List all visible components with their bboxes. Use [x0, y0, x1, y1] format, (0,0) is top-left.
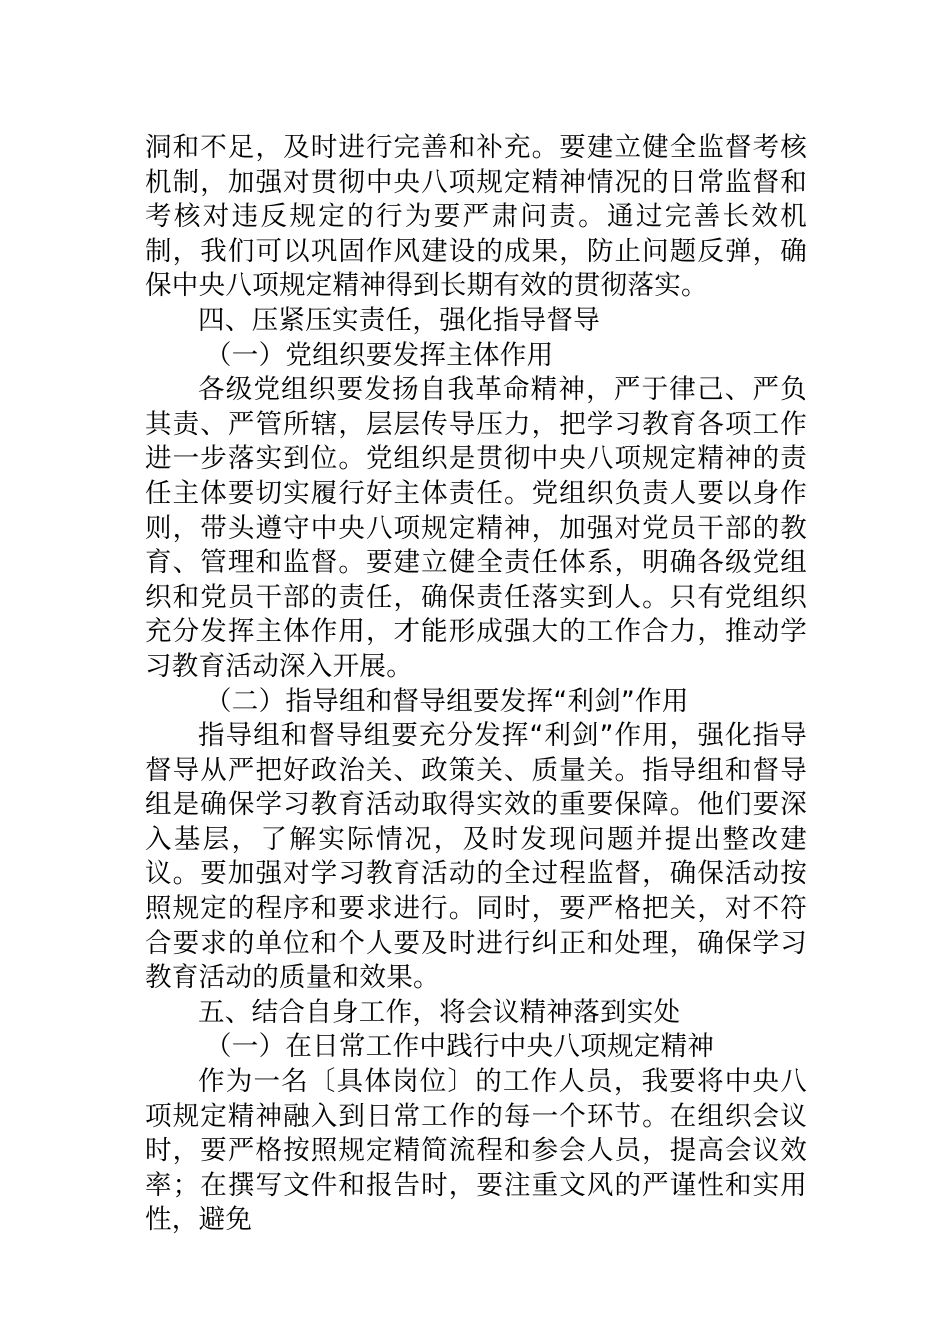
section-heading-five: 五、结合自身工作，将会议精神落到实处 — [198, 996, 681, 1028]
paragraph-guidance-groups: 指导组和督导组要充分发挥“利剑”作用，强化指导督导从严把好政治关、政策关、质量关。指导组和督导组是确保学习教育活动取得实效的重要保障。他们要深入基层，了解实际情况，及时发现问题并提出整改建议。要加强对学习教育活动的全过程监督，确保活动按照规定的程序和要求进行。同时，要严格把关，对不符合要求的单位和个人要及时进行纠正和处理，确保学习教育活动的质量和效果。 — [145, 720, 807, 994]
document-body — [145, 131, 807, 1238]
paragraph-daily-work: 作为一名〔具体岗位〕的工作人员，我要将中央八项规定精神融入到日常工作的每一个环节。在组织会议时，要严格按照规定精简流程和参会人员，提高会议效率；在撰写文件和报告时，要注重文风的严谨性和实用性，避免 — [145, 1066, 807, 1236]
section-heading-four: 四、压紧压实责任，强化指导督导 — [198, 304, 600, 336]
paragraph-party-organization: 各级党组织要发扬自我革命精神，严于律己、严负其责、严管所辖，层层传导压力，把学习教育各项工作进一步落实到位。党组织是贯彻中央八项规定精神的责任主体要切实履行好主体责任。党组织负责人要以身作则，带头遵守中央八项规定精神，加强对党员干部的教育、管理和监督。要建立健全责任体系，明确各级党组织和党员干部的责任，确保责任落实到人。只有党组织充分发挥主体作用，才能形成强大的工作合力，推动学习教育活动深入开展。 — [145, 374, 807, 682]
subsection-heading-party-organization: （一）党组织要发挥主体作用 — [205, 339, 554, 371]
paragraph-continuation: 洞和不足，及时进行完善和补充。要建立健全监督考核机制，加强对贯彻中央八项规定精神情况的日常监督和考核对违反规定的行为要严肃问责。通过完善长效机制，我们可以巩固作风建设的成果，防止问题反弹，确保中央八项规定精神得到长期有效的贯彻落实。 — [145, 132, 807, 302]
subsection-heading-guidance-groups: （二）指导组和督导组要发挥“利剑”作用 — [205, 685, 689, 717]
subsection-heading-daily-work: （一）在日常工作中践行中央八项规定精神 — [205, 1031, 715, 1063]
